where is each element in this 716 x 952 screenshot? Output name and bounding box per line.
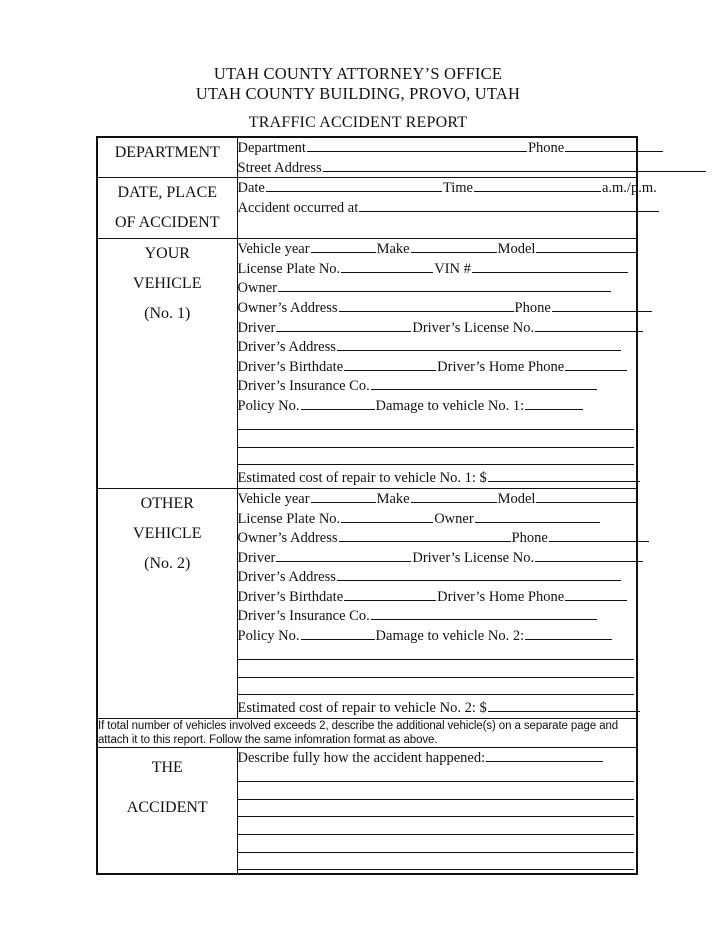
section-row-date-place (97, 178, 637, 239)
field-label: Time (442, 180, 473, 197)
field-label: Damage to vehicle No. 1: (375, 397, 525, 414)
field-input-rule[interactable] (307, 138, 527, 152)
traffic-accident-report-table (96, 136, 657, 875)
field-label: Estimated cost of repair to vehicle No. 2: $ (237, 700, 487, 717)
field-input-rule[interactable] (266, 178, 442, 192)
field-label: a.m./p.m. (601, 180, 657, 197)
field-label: Vehicle year (237, 241, 310, 258)
field-input-rule[interactable] (565, 587, 627, 601)
form-field-row[interactable] (238, 528, 637, 548)
field-input-rule[interactable] (337, 567, 621, 581)
document-header (0, 64, 716, 104)
field-label: Owner’s Address (237, 299, 338, 316)
form-field-row[interactable] (238, 587, 637, 607)
form-field-row[interactable] (238, 259, 637, 279)
form-field-row[interactable] (238, 198, 637, 218)
field-input-rule[interactable] (359, 198, 659, 212)
fields-date-place-rows (237, 178, 657, 217)
form-title: TRAFFIC ACCIDENT REPORT (248, 114, 468, 131)
field-label: Driver’s Insurance Co. (237, 378, 370, 395)
field-input-rule[interactable] (323, 158, 706, 172)
label-other-vehicle-line1: OTHER (140, 494, 194, 512)
write-in-rule (238, 834, 635, 835)
form-field-row[interactable] (238, 396, 637, 416)
field-input-rule[interactable] (344, 587, 436, 601)
field-input-rule[interactable] (474, 178, 601, 192)
field-label: Owner (434, 510, 474, 527)
form-field-row[interactable] (238, 158, 637, 178)
field-input-rule[interactable] (311, 239, 376, 253)
blank-write-in-line[interactable] (238, 838, 637, 856)
label-other-vehicle (97, 488, 237, 718)
write-in-rule (238, 869, 635, 870)
field-input-rule[interactable] (371, 606, 597, 620)
field-label: Phone (514, 299, 551, 316)
write-in-rule (238, 447, 635, 448)
label-department (97, 137, 237, 178)
field-label: Policy No. (237, 397, 300, 414)
field-label: Driver’s Insurance Co. (237, 608, 370, 625)
field-input-rule[interactable] (339, 528, 511, 542)
field-input-rule[interactable] (535, 548, 643, 562)
agency-line-1: UTAH COUNTY ATTORNEY’S OFFICE (213, 64, 503, 83)
fields-other-vehicle[interactable] (237, 488, 637, 718)
field-input-rule[interactable] (536, 489, 636, 503)
field-label: Driver’s License No. (412, 549, 535, 566)
form-field-row[interactable] (238, 239, 637, 259)
fields-accident-rows (238, 748, 637, 873)
blank-write-in-line[interactable] (238, 451, 637, 469)
form-field-row[interactable] (238, 376, 637, 396)
field-input-rule[interactable] (535, 318, 643, 332)
field-label: Make (376, 490, 410, 507)
field-input-rule[interactable] (411, 489, 497, 503)
label-other-vehicle-line3: (No. 2) (144, 554, 191, 572)
section-row-note (97, 719, 637, 748)
multi-vehicle-note-line2: attach it to this report. Follow the same infomration format as above. (98, 734, 438, 747)
field-input-rule[interactable] (371, 376, 597, 390)
write-in-rule (238, 464, 635, 465)
multi-vehicle-note (97, 719, 637, 748)
field-input-rule[interactable] (301, 396, 375, 410)
fields-department[interactable] (237, 137, 637, 178)
label-accident-line1: THE (151, 759, 183, 777)
field-input-rule[interactable] (486, 748, 603, 762)
write-in-rule (238, 677, 635, 678)
form-field-row[interactable] (238, 298, 637, 318)
form-field-row[interactable] (237, 178, 657, 198)
field-label: Estimated cost of repair to vehicle No. 1: $ (237, 470, 487, 487)
field-input-rule[interactable] (301, 626, 375, 640)
write-in-rule (238, 694, 635, 695)
field-label: Owner’s Address (237, 530, 338, 547)
form-field-row[interactable] (238, 357, 637, 377)
field-label: Damage to vehicle No. 2: (375, 628, 525, 645)
field-label: Describe fully how the accident happened: (237, 750, 486, 767)
field-label: Vehicle year (237, 490, 310, 507)
blank-write-in-line[interactable] (238, 803, 637, 821)
field-label: Model (497, 241, 536, 258)
field-input-rule[interactable] (488, 698, 640, 712)
field-input-rule[interactable] (276, 548, 411, 562)
write-in-rule (238, 799, 635, 800)
field-label: Driver’s Birthdate (237, 358, 344, 375)
field-input-rule[interactable] (339, 298, 514, 312)
field-label: Driver (237, 549, 276, 566)
form-field-row[interactable] (238, 748, 637, 768)
form-field-row[interactable] (238, 698, 637, 718)
field-label: License Plate No. (237, 510, 341, 527)
field-label: Accident occurred at (237, 199, 359, 216)
field-label: Phone (511, 530, 548, 547)
field-input-rule[interactable] (472, 259, 628, 273)
section-row-accident (97, 748, 637, 875)
fields-accident[interactable] (237, 748, 637, 875)
label-your-vehicle-line1: YOUR (144, 245, 190, 263)
form-field-row[interactable] (238, 468, 637, 488)
fields-department-rows (238, 138, 637, 177)
section-row-other-vehicle (97, 488, 637, 718)
fields-other-vehicle-rows (238, 489, 637, 718)
field-label: License Plate No. (237, 260, 341, 277)
field-label: Driver’s Home Phone (437, 358, 565, 375)
field-label: Driver’s Address (237, 569, 336, 586)
label-accident-line2: ACCIDENT (126, 799, 208, 817)
fields-your-vehicle-rows (238, 239, 637, 488)
fields-date-place[interactable] (237, 178, 657, 239)
label-department-text: DEPARTMENT (114, 144, 220, 161)
write-in-rule (238, 816, 635, 817)
form-field-row[interactable] (238, 489, 637, 509)
write-in-rule (238, 429, 635, 430)
field-input-rule[interactable] (525, 396, 583, 410)
label-date-place (97, 178, 237, 239)
form-field-row[interactable] (238, 318, 637, 338)
field-label: Department (237, 140, 306, 156)
field-input-rule[interactable] (536, 239, 636, 253)
field-label: VIN # (434, 260, 471, 277)
field-input-rule[interactable] (276, 318, 411, 332)
blank-write-in-line[interactable] (238, 785, 637, 803)
label-accident (97, 748, 237, 875)
label-your-vehicle (97, 239, 237, 489)
label-other-vehicle-line2: VEHICLE (133, 524, 202, 542)
form-field-row[interactable] (238, 337, 637, 357)
field-input-rule[interactable] (488, 468, 640, 482)
field-label: Street Address (237, 159, 322, 176)
field-label: Model (497, 490, 536, 507)
field-input-rule[interactable] (549, 528, 649, 542)
blank-write-in-line[interactable] (238, 856, 637, 874)
label-your-vehicle-line3: (No. 1) (144, 305, 191, 323)
form-field-row[interactable] (238, 278, 637, 298)
blank-write-in-line[interactable] (238, 768, 637, 786)
form-field-row[interactable] (238, 138, 637, 158)
blank-write-in-line[interactable] (238, 820, 637, 838)
field-input-rule[interactable] (341, 509, 433, 523)
form-field-row[interactable] (238, 567, 637, 587)
field-label: Date (237, 180, 265, 197)
field-input-rule[interactable] (552, 298, 652, 312)
field-label: Phone (527, 140, 565, 156)
field-input-rule[interactable] (411, 239, 497, 253)
form-field-row[interactable] (238, 548, 637, 568)
field-label: Driver’s Address (237, 339, 336, 356)
field-label: Driver’s Home Phone (437, 588, 565, 605)
form-field-row[interactable] (238, 606, 637, 626)
blank-write-in-line[interactable] (238, 433, 637, 451)
write-in-rule (238, 781, 635, 782)
field-input-rule[interactable] (565, 357, 627, 371)
section-row-department (97, 137, 637, 178)
field-input-rule[interactable] (344, 357, 436, 371)
field-label: Driver’s License No. (412, 319, 535, 336)
write-in-rule (238, 659, 635, 660)
label-date-place-line1: DATE, PLACE (117, 184, 218, 202)
fields-your-vehicle[interactable] (237, 239, 637, 489)
field-label: Driver’s Birthdate (237, 588, 344, 605)
blank-write-in-line[interactable] (238, 663, 637, 681)
field-input-rule[interactable] (525, 626, 612, 640)
blank-write-in-line[interactable] (238, 646, 637, 664)
field-input-rule[interactable] (475, 509, 600, 523)
write-in-rule (238, 852, 635, 853)
blank-write-in-line[interactable] (238, 416, 637, 434)
field-input-rule[interactable] (278, 278, 611, 292)
multi-vehicle-note-line1: If total number of vehicles involved exceeds 2, describe the additional vehicle(s) on a separate page and (98, 720, 619, 733)
field-input-rule[interactable] (341, 259, 433, 273)
field-label: Make (376, 241, 410, 258)
label-date-place-line2: OF ACCIDENT (115, 214, 220, 232)
form-field-row[interactable] (238, 509, 637, 529)
agency-line-2: UTAH COUNTY BUILDING, PROVO, UTAH (195, 84, 521, 103)
field-input-rule[interactable] (565, 138, 663, 152)
form-field-row[interactable] (238, 626, 637, 646)
field-label: Driver (237, 319, 276, 336)
field-input-rule[interactable] (311, 489, 376, 503)
field-input-rule[interactable] (337, 337, 621, 351)
label-your-vehicle-line2: VEHICLE (133, 275, 202, 293)
field-label: Owner (237, 280, 277, 297)
blank-write-in-line[interactable] (238, 681, 637, 699)
section-row-your-vehicle (97, 239, 637, 489)
field-label: Policy No. (237, 628, 300, 645)
